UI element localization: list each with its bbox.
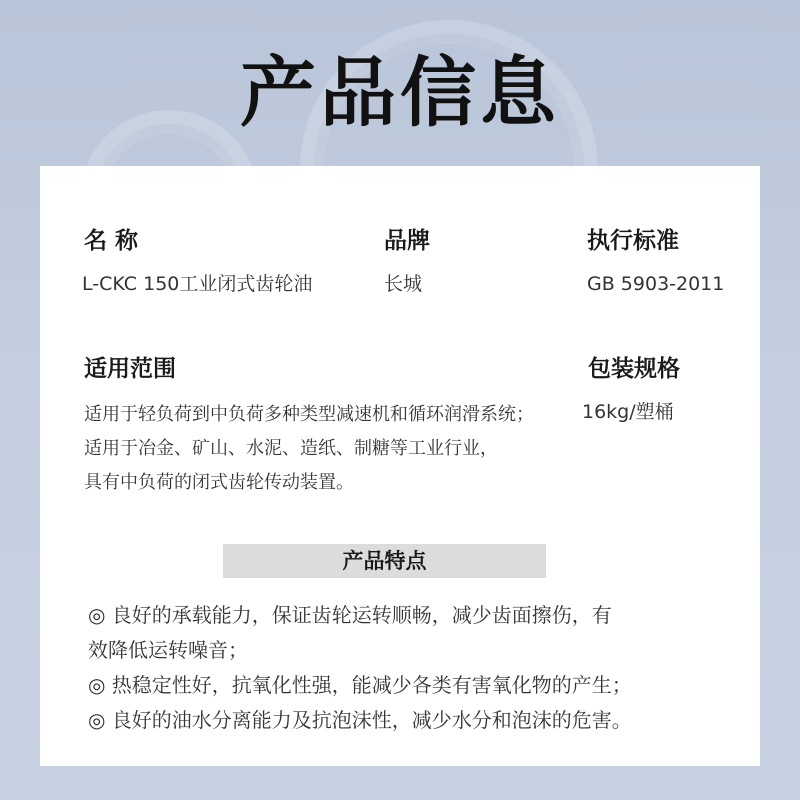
name-label: 名 称 xyxy=(84,228,139,254)
usage-line: 适用于轻负荷到中负荷多种类型减速机和循环润滑系统； xyxy=(84,404,534,425)
standard-label: 执行标准 xyxy=(587,228,679,254)
usage-line: 适用于冶金、矿山、水泥、造纸、制糖等工业行业， xyxy=(84,438,498,459)
feature-line: ◎ 良好的油水分离能力及抗泡沫性，减少水分和泡沫的危害。 xyxy=(88,708,632,732)
standard-value: GB 5903-2011 xyxy=(587,273,725,295)
package-label: 包装规格 xyxy=(588,356,680,382)
name-value: L-CKC 150工业闭式齿轮油 xyxy=(82,273,313,295)
brand-value: 长城 xyxy=(384,273,423,295)
page-title: 产品信息 xyxy=(240,48,560,137)
feature-line: 效降低运转噪音； xyxy=(88,638,248,662)
usage-line: 具有中负荷的闭式齿轮传动装置。 xyxy=(84,472,354,493)
features-title: 产品特点 xyxy=(223,544,546,578)
brand-label: 品牌 xyxy=(384,228,430,254)
features-list xyxy=(88,598,728,738)
package-value: 16kg/塑桶 xyxy=(582,401,674,423)
feature-line: ◎ 热稳定性好，抗氧化性强，能减少各类有害氧化物的产生； xyxy=(88,673,632,697)
usage-text xyxy=(84,398,564,500)
usage-label: 适用范围 xyxy=(84,356,176,382)
feature-line: ◎ 良好的承载能力，保证齿轮运转顺畅，减少齿面擦伤，有 xyxy=(88,603,612,627)
product-info-card xyxy=(40,166,760,766)
